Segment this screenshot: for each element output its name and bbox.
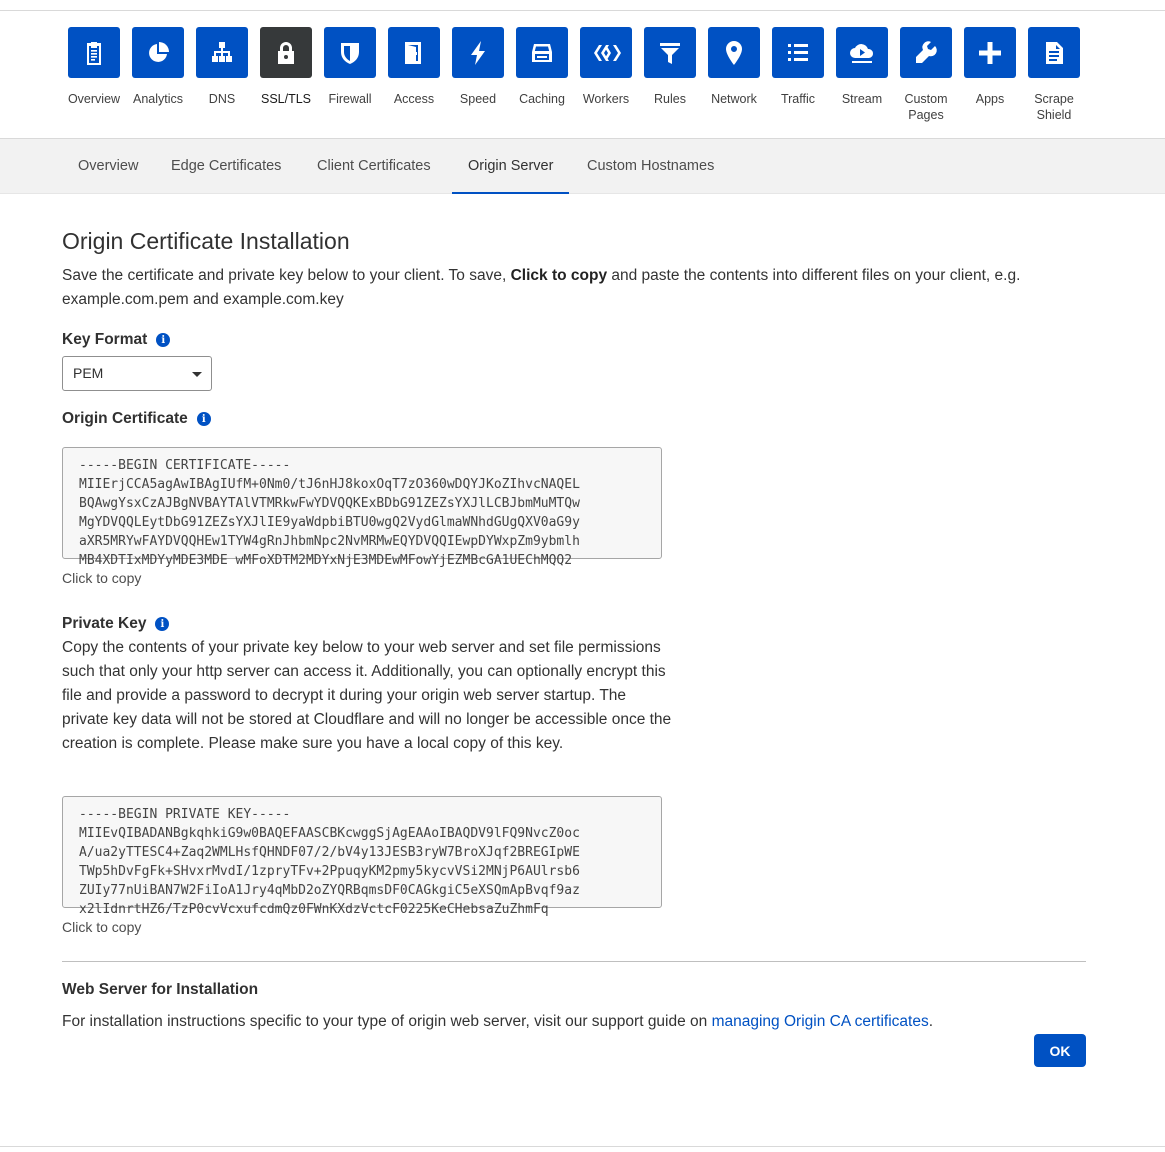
ok-button[interactable]: OK [1034, 1034, 1086, 1067]
app-access[interactable] [382, 27, 446, 107]
bottom-divider [0, 1146, 1165, 1147]
tab-overview[interactable]: Overview [78, 158, 139, 174]
app-label: Custom Pages [904, 92, 948, 122]
web-server-heading: Web Server for Installation [62, 981, 259, 998]
app-analytics[interactable] [126, 27, 190, 107]
app-workers[interactable] [574, 27, 638, 107]
app-scrape-shield[interactable] [1022, 27, 1086, 123]
app-label: Firewall [328, 92, 372, 106]
tab-client-certificates[interactable]: Client Certificates [317, 158, 431, 174]
lightning-icon [452, 27, 504, 78]
app-label: SSL/TLS [260, 92, 312, 106]
app-label: Traffic [780, 92, 816, 106]
app-stream[interactable] [830, 27, 894, 107]
app-label: Access [393, 92, 435, 106]
app-apps[interactable] [958, 27, 1022, 107]
app-firewall[interactable] [318, 27, 382, 107]
network-tree-icon [196, 27, 248, 78]
workers-icon [580, 27, 632, 78]
info-icon[interactable]: i [155, 617, 169, 631]
copy-certificate-link[interactable]: Click to copy [62, 570, 142, 586]
section-divider [62, 961, 1086, 962]
origin-certificate-label-text: Origin Certificate [62, 410, 188, 427]
app-label: Caching [519, 92, 565, 106]
app-label: Analytics [132, 92, 184, 106]
clipboard-icon [68, 27, 120, 78]
tab-origin-server[interactable]: Origin Server [452, 139, 569, 194]
app-label: Network [711, 92, 757, 106]
app-navigation-bar [0, 11, 1165, 139]
app-rules[interactable] [638, 27, 702, 107]
private-key-label [62, 615, 169, 633]
server-drive-icon [516, 27, 568, 78]
tab-edge-certificates[interactable]: Edge Certificates [171, 158, 282, 174]
filter-icon [644, 27, 696, 78]
tab-custom-hostnames[interactable]: Custom Hostnames [587, 158, 715, 174]
key-format-label [62, 331, 170, 349]
app-label: Scrape Shield [1034, 92, 1074, 122]
private-key-textarea[interactable]: -----BEGIN PRIVATE KEY----- MIIEvQIBADANBgkqhkiG9w0BAQEFAASCBKcwggSjAgEAAoIBAQDV9lFQ9NvcZ0oc A/ua2yTTESC4+Zaq2WMLHsfQHNDF07/2/bV4y13JESB3ryW7BroXJqf2BREGIpWE TWp5hDvFgFk+SHvxrMvdI/1zpryTFv+2PpuqyKM2pmy5kycvVSi2MNjP6AUlrsb6 ZUIy77nUiBAN7W2FiIoA1Jry4qMbD2oZYQRBqmsDF0CAGkgiC5eXSQmApBvqf9az x2lIdnrtHZ6/TzP0cvVcxufcdmQz0FWnKXdzVctcF0225KeCHebsaZuZhmFq [62, 796, 662, 908]
app-label: Rules [654, 92, 686, 106]
copy-private-key-link[interactable]: Click to copy [62, 919, 142, 935]
origin-certificate-textarea[interactable]: -----BEGIN CERTIFICATE----- MIIErjCCA5agAwIBAgIUfM+0Nm0/tJ6nHJ8koxOqT7zO360wDQYJKoZIhvcNAQEL BQAwgYsxCzAJBgNVBAYTAlVTMRkwFwYDVQQKExBDbG91ZEZsYXJlLCBJbmMuMTQw MgYDVQQLEytDbG91ZEZsYXJlIE9yaWdpbiBTU0wgQ2VydGlmaWNhdGUgQXV0aG9y aXR5MRYwFAYDVQQHEw1TYW4gRnJhbmNpc2NvMRMwEQYDVQQIEwpDYWxpZm9ybmlh MB4XDTIxMDYyMDE3MDE wMFoXDTM2MDYxNjE3MDEwMFowYjEZMBcGA1UEChMQQ2 [62, 447, 662, 559]
pie-chart-icon [132, 27, 184, 78]
web-server-text-end: . [928, 1013, 934, 1030]
door-icon [388, 27, 440, 78]
app-custom-pages[interactable] [894, 27, 958, 123]
intro-text-start: Save the certificate and private key below to your client. To save, [62, 267, 511, 284]
page-title: Origin Certificate Installation [62, 228, 350, 254]
chevron-down-icon [192, 372, 202, 377]
key-format-select[interactable] [62, 356, 212, 391]
managing-origin-ca-link[interactable]: managing Origin CA certificates [711, 1013, 929, 1030]
private-key-label-text: Private Key [62, 615, 147, 632]
ssl-subnav [0, 139, 1165, 194]
info-icon[interactable]: i [156, 333, 170, 347]
app-overview[interactable] [62, 27, 126, 107]
location-pin-icon [708, 27, 760, 78]
plus-icon [964, 27, 1016, 78]
cloud-play-icon [836, 27, 888, 78]
app-label: DNS [208, 92, 236, 106]
private-key-description: Copy the contents of your private key below to your web server and set file permissions such that only your http server can access it. Additionally, you can optionally encrypt this file and provide a password to decrypt it during your origin web server startup. The private key data will not be stored at Cloudflare and will no longer be accessible once the creation is complete. Please make sure you have a local copy of this key. [62, 639, 672, 752]
intro-text [62, 264, 1062, 312]
lock-icon [260, 27, 312, 78]
app-label: Stream [841, 92, 883, 106]
app-label: Speed [459, 92, 497, 106]
app-label: Workers [582, 92, 630, 106]
intro-text-bold: Click to copy [510, 267, 608, 284]
wrench-icon [900, 27, 952, 78]
app-network[interactable] [702, 27, 766, 107]
key-format-value: PEM [73, 365, 104, 381]
app-ssl-tls[interactable] [254, 27, 318, 107]
list-icon [772, 27, 824, 78]
app-label: Apps [975, 92, 1005, 106]
app-label: Overview [67, 92, 121, 106]
app-caching[interactable] [510, 27, 574, 107]
info-icon[interactable]: i [197, 412, 211, 426]
web-server-text [62, 1011, 933, 1033]
document-icon [1028, 27, 1080, 78]
app-traffic[interactable] [766, 27, 830, 107]
web-server-text-start: For installation instructions specific to your type of origin web server, visit our support guide on [62, 1013, 712, 1030]
intro-text-end: and paste the contents into different files on your client, e.g. example.com.pem and example.com.key [62, 267, 1021, 308]
app-dns[interactable] [190, 27, 254, 107]
origin-certificate-label [62, 410, 211, 428]
key-format-label-text: Key Format [62, 331, 148, 348]
shield-icon [324, 27, 376, 78]
app-speed[interactable] [446, 27, 510, 107]
